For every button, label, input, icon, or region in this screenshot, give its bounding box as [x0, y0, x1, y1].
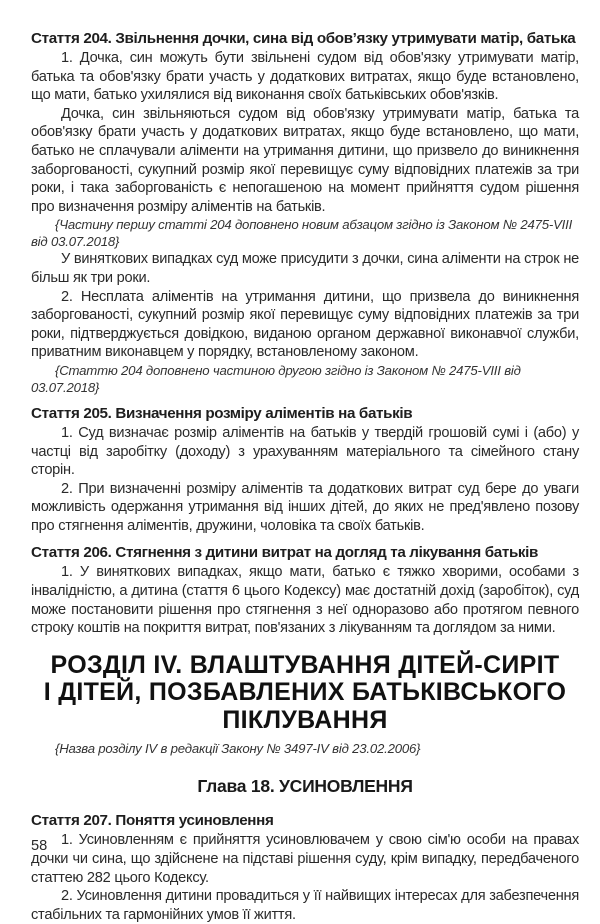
amendment-note: {Частину першу статті 204 доповнено новим абзацом згідно із Законом № 2475-VIII від 03.07.2018} [31, 217, 573, 250]
article-205-paragraph: 1. Суд визначає розмір аліментів на батьків у твердій грошовій сумі і (або) у частці від заробітку (доходу) з урахуванням матеріального та сімейного стану сторін. [31, 424, 579, 479]
article-204-paragraph: У виняткових випадках суд може присудити з дочки, сина аліменти на строк не більш як три роки. [31, 251, 579, 286]
section-note: {Назва розділу IV в редакції Закону № 3497-IV від 23.02.2006} [55, 741, 421, 757]
section-title-line: І ДІТЕЙ, ПОЗБАВЛЕНИХ БАТЬКІВСЬКОГО [43, 678, 567, 707]
article-204-paragraph: 1. Дочка, син можуть бути звільнені судом від обов'язку утримувати матір, батька та обов'язку брати участь у додаткових витратах, якщо буде встановлено, що мати, батько ухилялися від виконання своїх батьківських обов'язків. [31, 50, 579, 104]
article-205-paragraph: 2. При визначенні розміру аліментів та додаткових витрат суд бере до уваги можливість одержання утримання від інших дітей, до яких не пред'явлено позову про стягнення аліментів, дружини, чоловіка та своїх батьків. [31, 480, 579, 534]
article-207-paragraph: 1. Усиновленням є прийняття усиновлювачем у свою сім'ю особи на правах дочки чи сина, що здійснене на підставі рішення суду, крім випадку, передбаченого статтею 282 цього Кодексу. [31, 832, 579, 886]
spacer [31, 535, 579, 543]
section-title [31, 652, 579, 735]
spacer [31, 396, 579, 404]
article-207-title: Стаття 207. Поняття усиновлення [31, 812, 274, 830]
page-number: 58 [31, 838, 48, 854]
section-title-line: РОЗДІЛ IV. ВЛАШТУВАННЯ ДІТЕЙ-СИРІТ [50, 650, 560, 679]
article-205-title: Стаття 205. Визначення розміру аліментів на батьків [31, 404, 413, 422]
chapter-title: Глава 18. УСИНОВЛЕННЯ [197, 776, 413, 797]
section-title-line: ПІКЛУВАННЯ [222, 705, 388, 734]
article-206-title: Стаття 206. Стягнення з дитини витрат на догляд та лікування батьків [31, 544, 539, 562]
article-204-paragraph: Дочка, син звільняються судом від обов'язку утримувати матір, батька та обов'язку брати участь у додаткових витратах, якщо буде встановлено, що мати, батько не сплачували аліменти на утримання дитини, що призвело до виникнення заборгованості, сукупний розмір якої перевищує суму відповідних платежів за три роки, і така заборгованість є непогашеною на момент прийняття судом рішення про визначення розміру аліментів на батьків. [31, 105, 579, 215]
document-page [31, 29, 579, 924]
amendment-note: {Статтю 204 доповнено частиною другою згідно із Законом № 2475-VIII від 03.07.2018} [31, 362, 521, 395]
article-204-title: Стаття 204. Звільнення дочки, сина від обов’язку утримувати матір, батька [31, 30, 576, 47]
article-206-paragraph: 1. У виняткових випадках, якщо мати, батько є тяжко хворими, особами з інвалідністю, а дитина (стаття 6 цього Кодексу) має достатній дохід (заробіток), суд може постановити рішення про стягнення з неї одноразово або протягом певного строку коштів на покриття витрат, пов'язаних з лікуванням та доглядом за ними. [31, 564, 579, 637]
article-207-paragraph: 2. Усиновлення дитини провадиться у її найвищих інтересах для забезпечення стабільних та гармонійних умов її життя. [31, 888, 579, 923]
article-204-paragraph: 2. Несплата аліментів на утримання дитини, що призвела до виникнення заборгованості, сукупний розмір якої перевищує суму відповідних платежів за три роки, підтверджується довідкою, виданою органом державної виконавчої служби, приватним виконавцем у порядку, встановленому законом. [31, 288, 579, 361]
